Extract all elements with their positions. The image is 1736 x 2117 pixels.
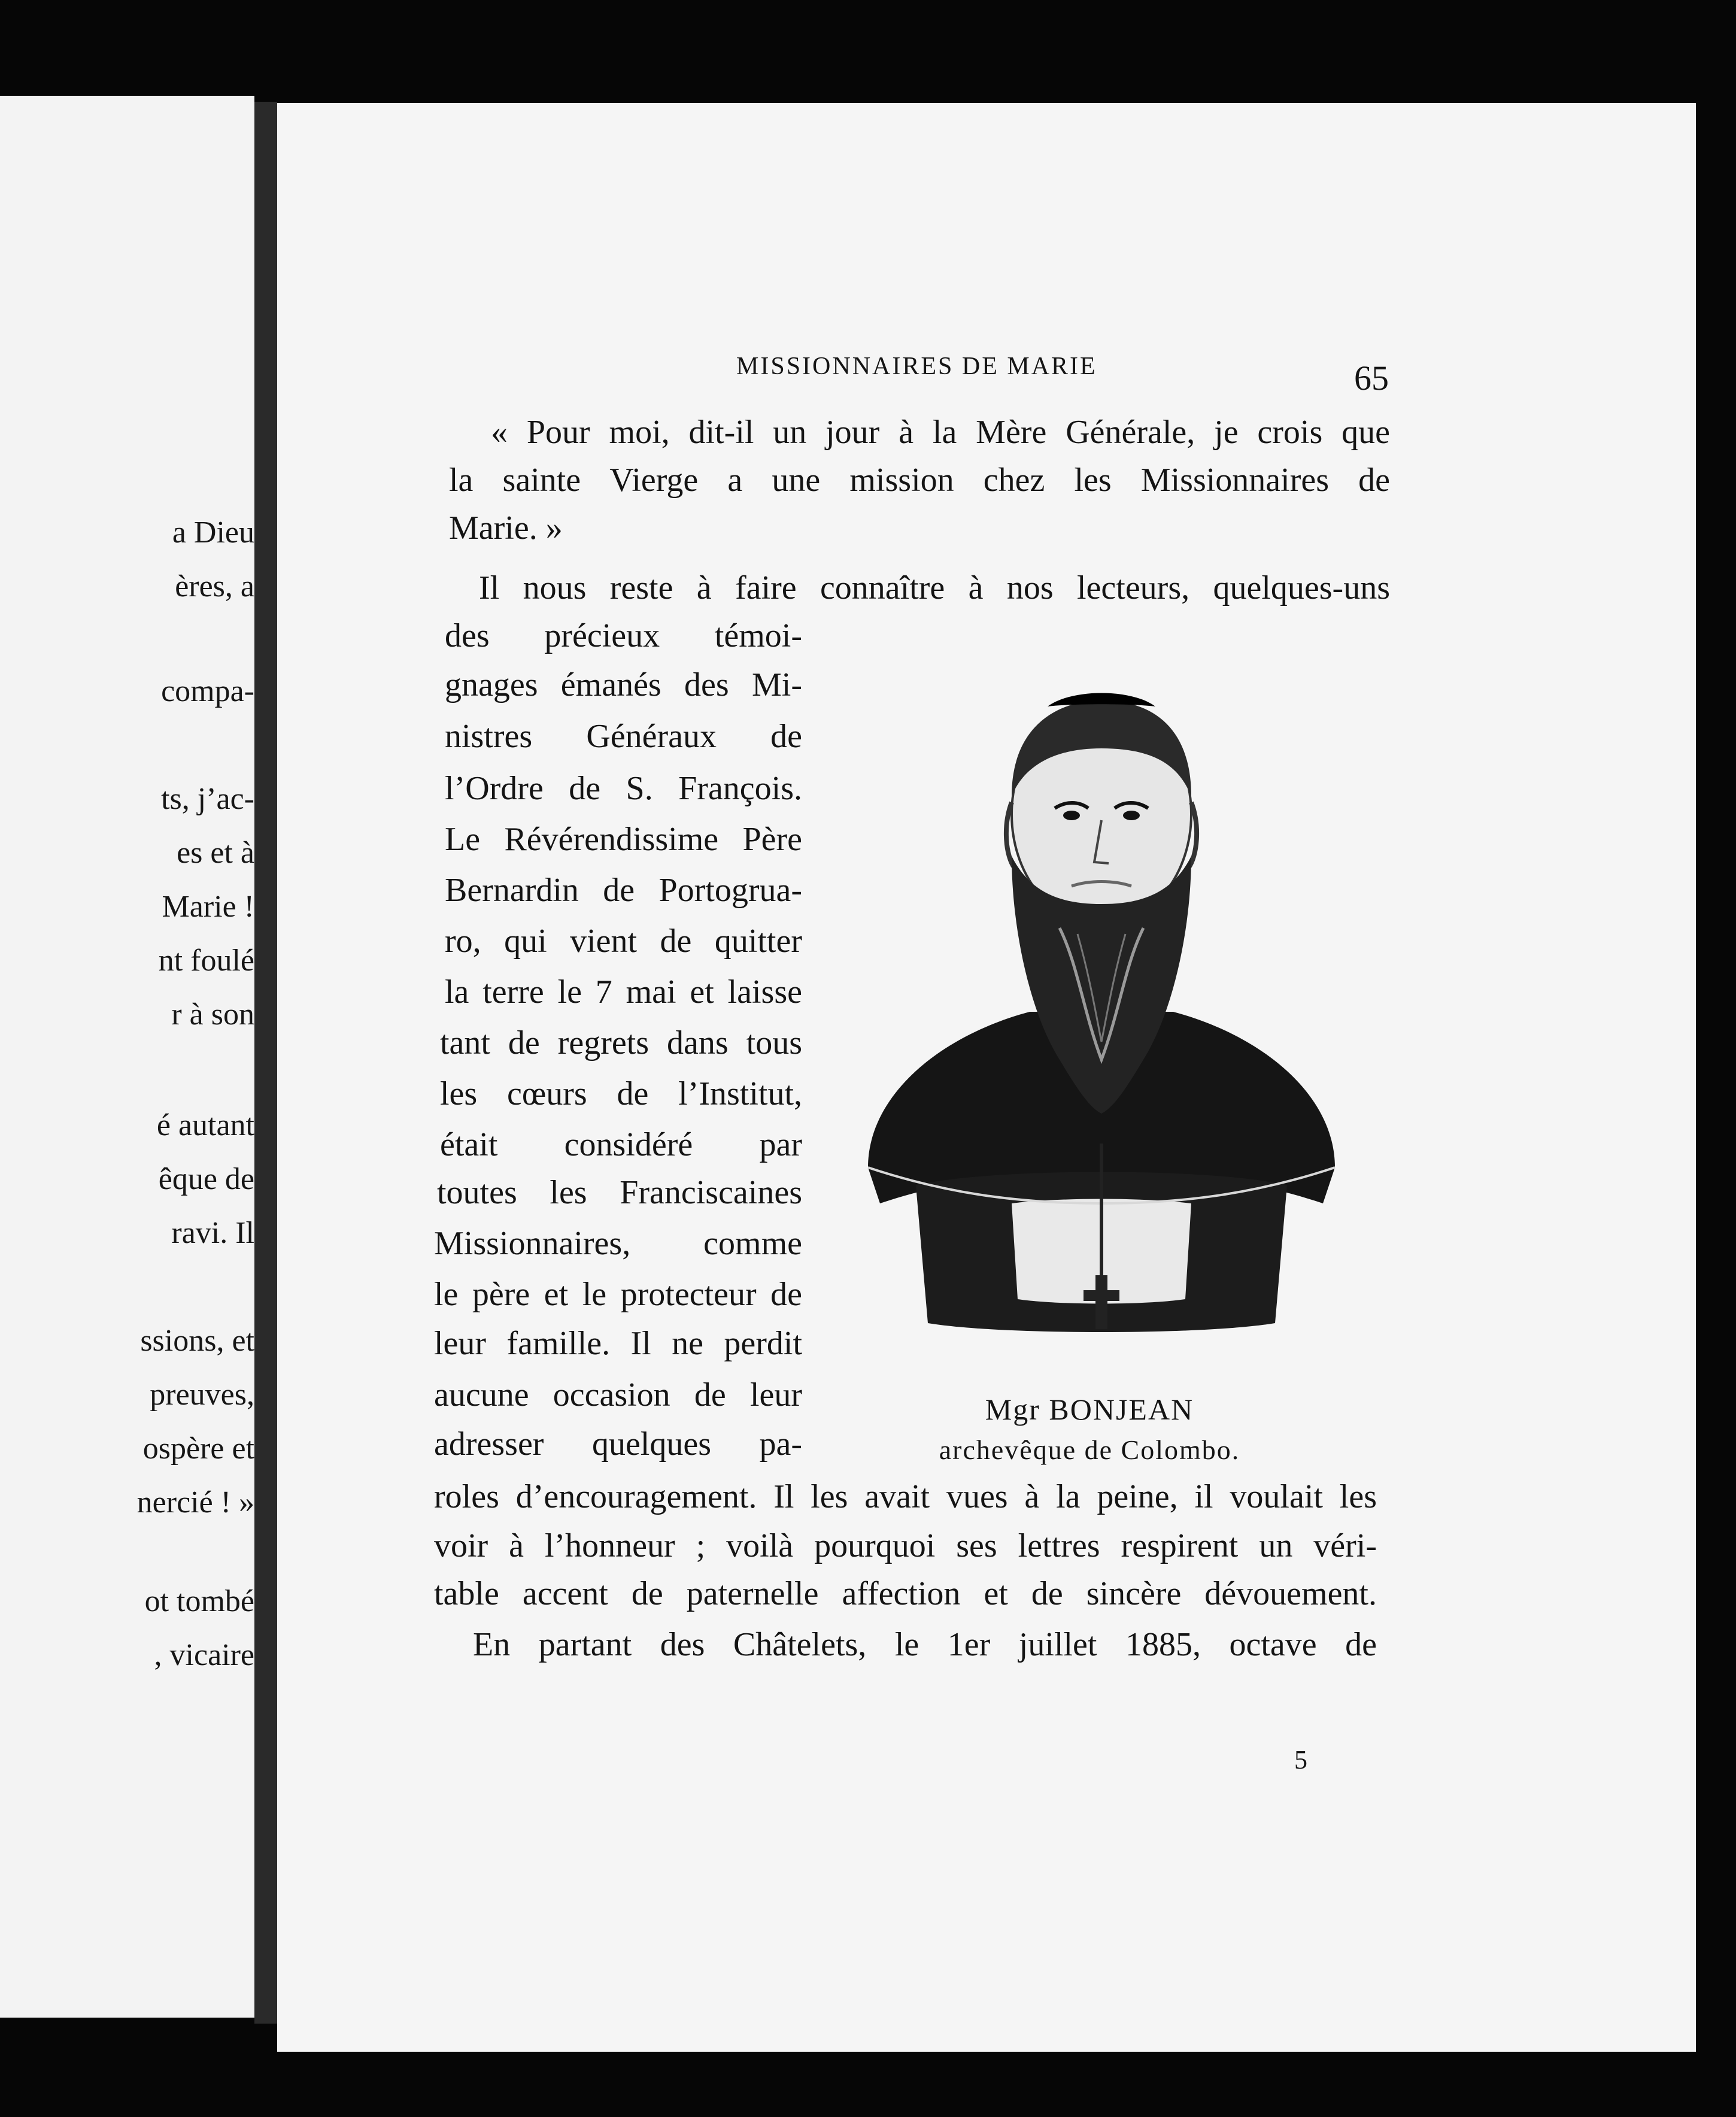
body-line: roles d’encouragement. Il les avait vues à la peine, il voulait les (434, 1478, 1377, 1515)
body-line: toutes les Franciscaines (437, 1174, 802, 1211)
left-page-line: compa- (161, 674, 254, 708)
portrait-caption-title: archevêque de Colombo. (939, 1434, 1240, 1465)
body-line: leur famille. Il ne perdit (434, 1325, 802, 1362)
left-page (0, 96, 254, 2018)
left-page-line: ospère et (142, 1431, 254, 1466)
running-title: MISSIONNAIRES DE MARIE (736, 353, 1097, 380)
body-line: Missionnaires, comme (434, 1225, 802, 1262)
body-line: l’Ordre de S. François. (445, 770, 802, 807)
body-line: aucune occasion de leur (434, 1376, 802, 1414)
body-line: Bernardin de Portogrua- (445, 872, 802, 909)
signature-mark: 5 (1294, 1745, 1307, 1775)
body-line: adresser quelques pa- (434, 1426, 802, 1463)
left-page-line: r à son (171, 997, 254, 1032)
left-page-line: a Dieu (172, 515, 254, 550)
body-line: la terre le 7 mai et laisse (445, 973, 802, 1011)
left-page-line: nt foulé (158, 944, 254, 978)
body-line: voir à l’honneur ; voilà pourquoi ses lettres respirent un véri- (434, 1527, 1377, 1564)
left-page-line: nercié ! » (136, 1485, 254, 1519)
body-line: « Pour moi, dit-il un jour à la Mère Générale, je crois que (491, 414, 1390, 451)
body-line: nistres Généraux de (445, 718, 802, 755)
left-page-line: ts, j’ac- (161, 782, 254, 816)
body-line: En partant des Châtelets, le 1er juillet 1885, octave de (473, 1626, 1377, 1663)
body-line: ro, qui vient de quitter (445, 923, 802, 960)
left-page-line: ot tombé (144, 1584, 254, 1618)
body-line: était considéré par (440, 1126, 802, 1163)
left-page-line: ravi. Il (171, 1216, 254, 1250)
left-page-line: Marie ! (162, 890, 254, 924)
portrait-engraving (832, 677, 1371, 1359)
left-page-line: es et à (177, 836, 254, 870)
left-page-line: êque de (158, 1162, 254, 1196)
body-line: Le Révérendissime Père (445, 821, 802, 858)
body-line: Marie. » (449, 509, 563, 547)
body-line: des précieux témoi- (445, 617, 802, 654)
body-line: gnages émanés des Mi- (445, 666, 802, 703)
body-line: tant de regrets dans tous (440, 1024, 802, 1061)
body-line: Il nous reste à faire connaître à nos lecteurs, quelques-uns (479, 569, 1390, 606)
body-line: table accent de paternelle affection et de sincère dévouement. (434, 1575, 1377, 1612)
left-page-line: , vicaire (154, 1638, 254, 1672)
body-line: le père et le protecteur de (434, 1276, 802, 1313)
left-page-line: ssions, et (140, 1324, 254, 1358)
left-page-line: ères, a (175, 569, 254, 603)
page-number: 65 (1354, 359, 1389, 398)
left-page-line: preuves, (150, 1378, 254, 1412)
body-line: la sainte Vierge a une mission chez les Missionnaires de (449, 462, 1390, 499)
portrait-caption-name: Mgr BONJEAN (985, 1393, 1194, 1426)
left-page-line: é autant (156, 1108, 254, 1142)
book-gutter (254, 102, 277, 2024)
body-line: les cœurs de l’Institut, (440, 1075, 802, 1112)
